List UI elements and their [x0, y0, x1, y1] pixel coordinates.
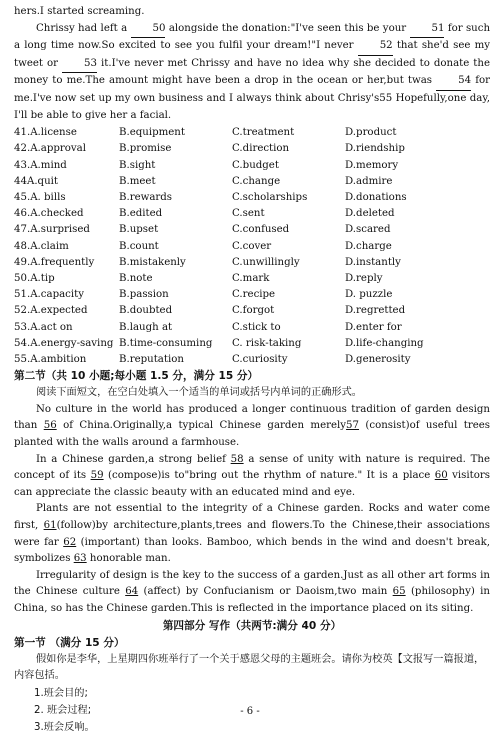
blank-54: 54 — [436, 73, 471, 91]
option-cell: 45.A. bills — [14, 191, 66, 203]
passage-text: a sense of unity with nature is required. The concept of its — [14, 453, 490, 482]
passage-text: (important) than looks. Bamboo, which bends in the wind and doesn't break, symbolizes — [14, 536, 490, 565]
option-cell: B.laugh at — [119, 321, 173, 333]
grammar-paragraph-2 — [14, 452, 490, 502]
blank-58: 58 — [230, 453, 244, 465]
option-cell: C.confused — [232, 224, 290, 236]
option-cell: 44A.quit — [14, 175, 58, 187]
writing-prompt: 假如你是李华，上星期四你班举行了一个关于感恩父母的主题班会。请你为校英【文报写一篇报道，内容包括。 — [14, 653, 485, 682]
option-cell: 42.A.approval — [14, 143, 87, 155]
option-cell: C.mark — [232, 272, 270, 284]
page-number: - 6 - — [240, 706, 260, 717]
option-cell: B.mistakenly — [119, 256, 186, 268]
passage-text: (follow)by architecture,plants,trees and flowers.To the Chinese,their associations were far — [14, 519, 490, 548]
blank-65: 65 — [392, 586, 406, 598]
grammar-paragraph-1 — [14, 402, 490, 452]
option-cell: B.equipment — [119, 127, 185, 139]
options-table — [14, 125, 490, 368]
blank-50: 50 — [131, 21, 166, 39]
option-cell: B.reputation — [119, 354, 184, 365]
blank-59: 59 — [90, 470, 104, 482]
blank-63: 63 — [73, 553, 87, 565]
option-cell: B.time-consuming — [119, 337, 213, 349]
option-cell: 55.A.ambition — [14, 354, 87, 365]
option-cell: C.scholarships — [232, 191, 308, 203]
writing-point: 2. 班会过程; — [34, 704, 92, 716]
passage-text: honorable man. — [86, 553, 171, 565]
option-cell: D.generosity — [345, 354, 411, 365]
passage-text: of China.Originally,a typical Chinese garden merely — [56, 420, 347, 432]
option-cell: C.forgot — [232, 305, 275, 317]
option-cell: D. puzzle — [345, 289, 393, 301]
passage-text: Irregularity of design is the key to the success of a garden.Just as all other art forms in the Chinese culture — [14, 569, 490, 598]
blank-52: 52 — [358, 38, 393, 56]
option-cell: B.count — [119, 240, 159, 252]
blank-56: 56 — [43, 420, 57, 432]
option-cell: B.edited — [119, 208, 163, 220]
option-cell: 50.A.tip — [14, 272, 55, 284]
option-cell: 41.A.license — [14, 127, 77, 139]
option-cell: D.life-changing — [345, 337, 424, 349]
option-cell: C.treatment — [232, 127, 295, 139]
passage-text: (philosophy) in China, so has the Chinese garden.This is reflected in the importance placed on its siting. — [14, 586, 490, 614]
blank-60: 60 — [434, 470, 448, 482]
option-cell: D.charge — [345, 240, 392, 252]
passage-text: (affect) by Confucianism or Daoism,two main — [138, 586, 393, 598]
option-cell: D.regretted — [345, 305, 406, 317]
option-cell: 54.A.energy-saving — [14, 337, 114, 349]
option-cell: D.reply — [345, 272, 383, 284]
option-cell: 52.A.expected — [14, 305, 88, 317]
option-cell: B.promise — [119, 143, 172, 155]
passage-text: that she'd see my tweet or — [14, 40, 490, 69]
option-cell: D.donations — [345, 191, 407, 203]
option-cell: C. risk-taking — [232, 337, 302, 349]
part4-title: 第四部分 写作（共两节:满分 40 分） — [162, 619, 342, 632]
blank-62: 62 — [63, 536, 77, 548]
option-cell: D.instantly — [345, 256, 401, 268]
cloze-paragraph — [14, 21, 490, 125]
passage-text: alongside the donation:"I've seen this be your — [165, 22, 410, 34]
option-cell: B.meet — [119, 175, 156, 187]
passage-text: Plants are not essential to the integrity of a Chinese garden. Rocks and water come first, — [14, 503, 490, 531]
passage-text: Chrissy had left a — [36, 22, 131, 34]
option-cell: B.sight — [119, 159, 156, 171]
option-cell: B.rewards — [119, 191, 173, 203]
grammar-paragraph-4 — [14, 568, 490, 618]
option-cell: D.enter for — [345, 321, 402, 333]
option-cell: 48.A.claim — [14, 240, 69, 252]
writing-point: 1.班会目的; — [34, 687, 88, 699]
section2-instruction: 阅读下面短文，在空白处填入一个适当的单词或括号内单词的正确形式。 — [36, 387, 362, 399]
option-cell: 51.A.capacity — [14, 289, 84, 301]
option-cell: C.unwillingly — [232, 256, 300, 268]
option-cell: C.sent — [232, 208, 265, 220]
option-cell: D.deleted — [345, 208, 395, 220]
writing-point: 3.班会反响。 — [34, 721, 95, 733]
option-cell: 43.A.mind — [14, 159, 67, 171]
option-cell: D.admire — [345, 175, 393, 187]
exam-page — [14, 4, 490, 736]
option-cell: C.recipe — [232, 289, 276, 301]
passage-text: No culture in the world has produced a longer continuous tradition of garden design than — [14, 403, 490, 432]
passage-line: hers.I started screaming. — [14, 6, 145, 17]
passage-text: In a Chinese garden,a strong belief — [36, 453, 231, 465]
option-cell: B.upset — [119, 224, 159, 236]
option-cell: D.product — [345, 127, 397, 139]
passage-text: for me.I've now set up my own business and I always think about Chrisy's55 Hopefully,one day, I'll be able to give her a facial. — [14, 75, 490, 121]
option-cell: C.budget — [232, 159, 279, 171]
blank-51: 51 — [410, 21, 445, 39]
section2-heading: 第二节（共 10 小题;每小题 1.5 分，满分 15 分） — [14, 370, 259, 383]
passage-text: it.I've never met Chrissy and have no idea why she decided to donate the money to me.The amount might have been a drop in the ocean or her,but twas — [14, 57, 490, 87]
blank-53: 53 — [62, 56, 97, 74]
option-cell: 46.A.checked — [14, 208, 84, 220]
option-cell: D.memory — [345, 159, 399, 171]
option-cell: 47.A.surprised — [14, 224, 90, 236]
option-cell: C.change — [232, 175, 281, 187]
passage-text: (compose)is to"bring out the rhythm of nature." It is a place — [103, 470, 435, 482]
option-cell: B.passion — [119, 289, 169, 301]
option-cell: D.riendship — [345, 143, 405, 155]
passage-text: for such a long time now.So excited to see you fulfil your dream!"I never — [14, 22, 491, 52]
option-cell: 49.A.frequently — [14, 256, 95, 268]
option-cell: 53.A.act on — [14, 321, 73, 333]
option-cell: C.stick to — [232, 321, 281, 333]
passage-text: (consist)of useful trees planted with the walls around a farmhouse. — [14, 420, 490, 448]
option-cell: B.note — [119, 272, 153, 284]
option-cell: D.scared — [345, 224, 391, 236]
passage-text: visitors can appreciate the classic beauty with an educated mind and eye. — [14, 470, 490, 498]
option-cell: C.direction — [232, 143, 290, 155]
option-cell: C.curiosity — [232, 354, 288, 365]
blank-64: 64 — [125, 586, 139, 598]
option-cell: B.doubted — [119, 305, 173, 317]
option-cell: C.cover — [232, 240, 272, 252]
blank-57: 57 — [346, 420, 360, 432]
blank-61: 61 — [43, 519, 57, 531]
grammar-paragraph-3 — [14, 501, 490, 567]
writing-section1-heading: 第一节 （满分 15 分） — [14, 636, 125, 649]
